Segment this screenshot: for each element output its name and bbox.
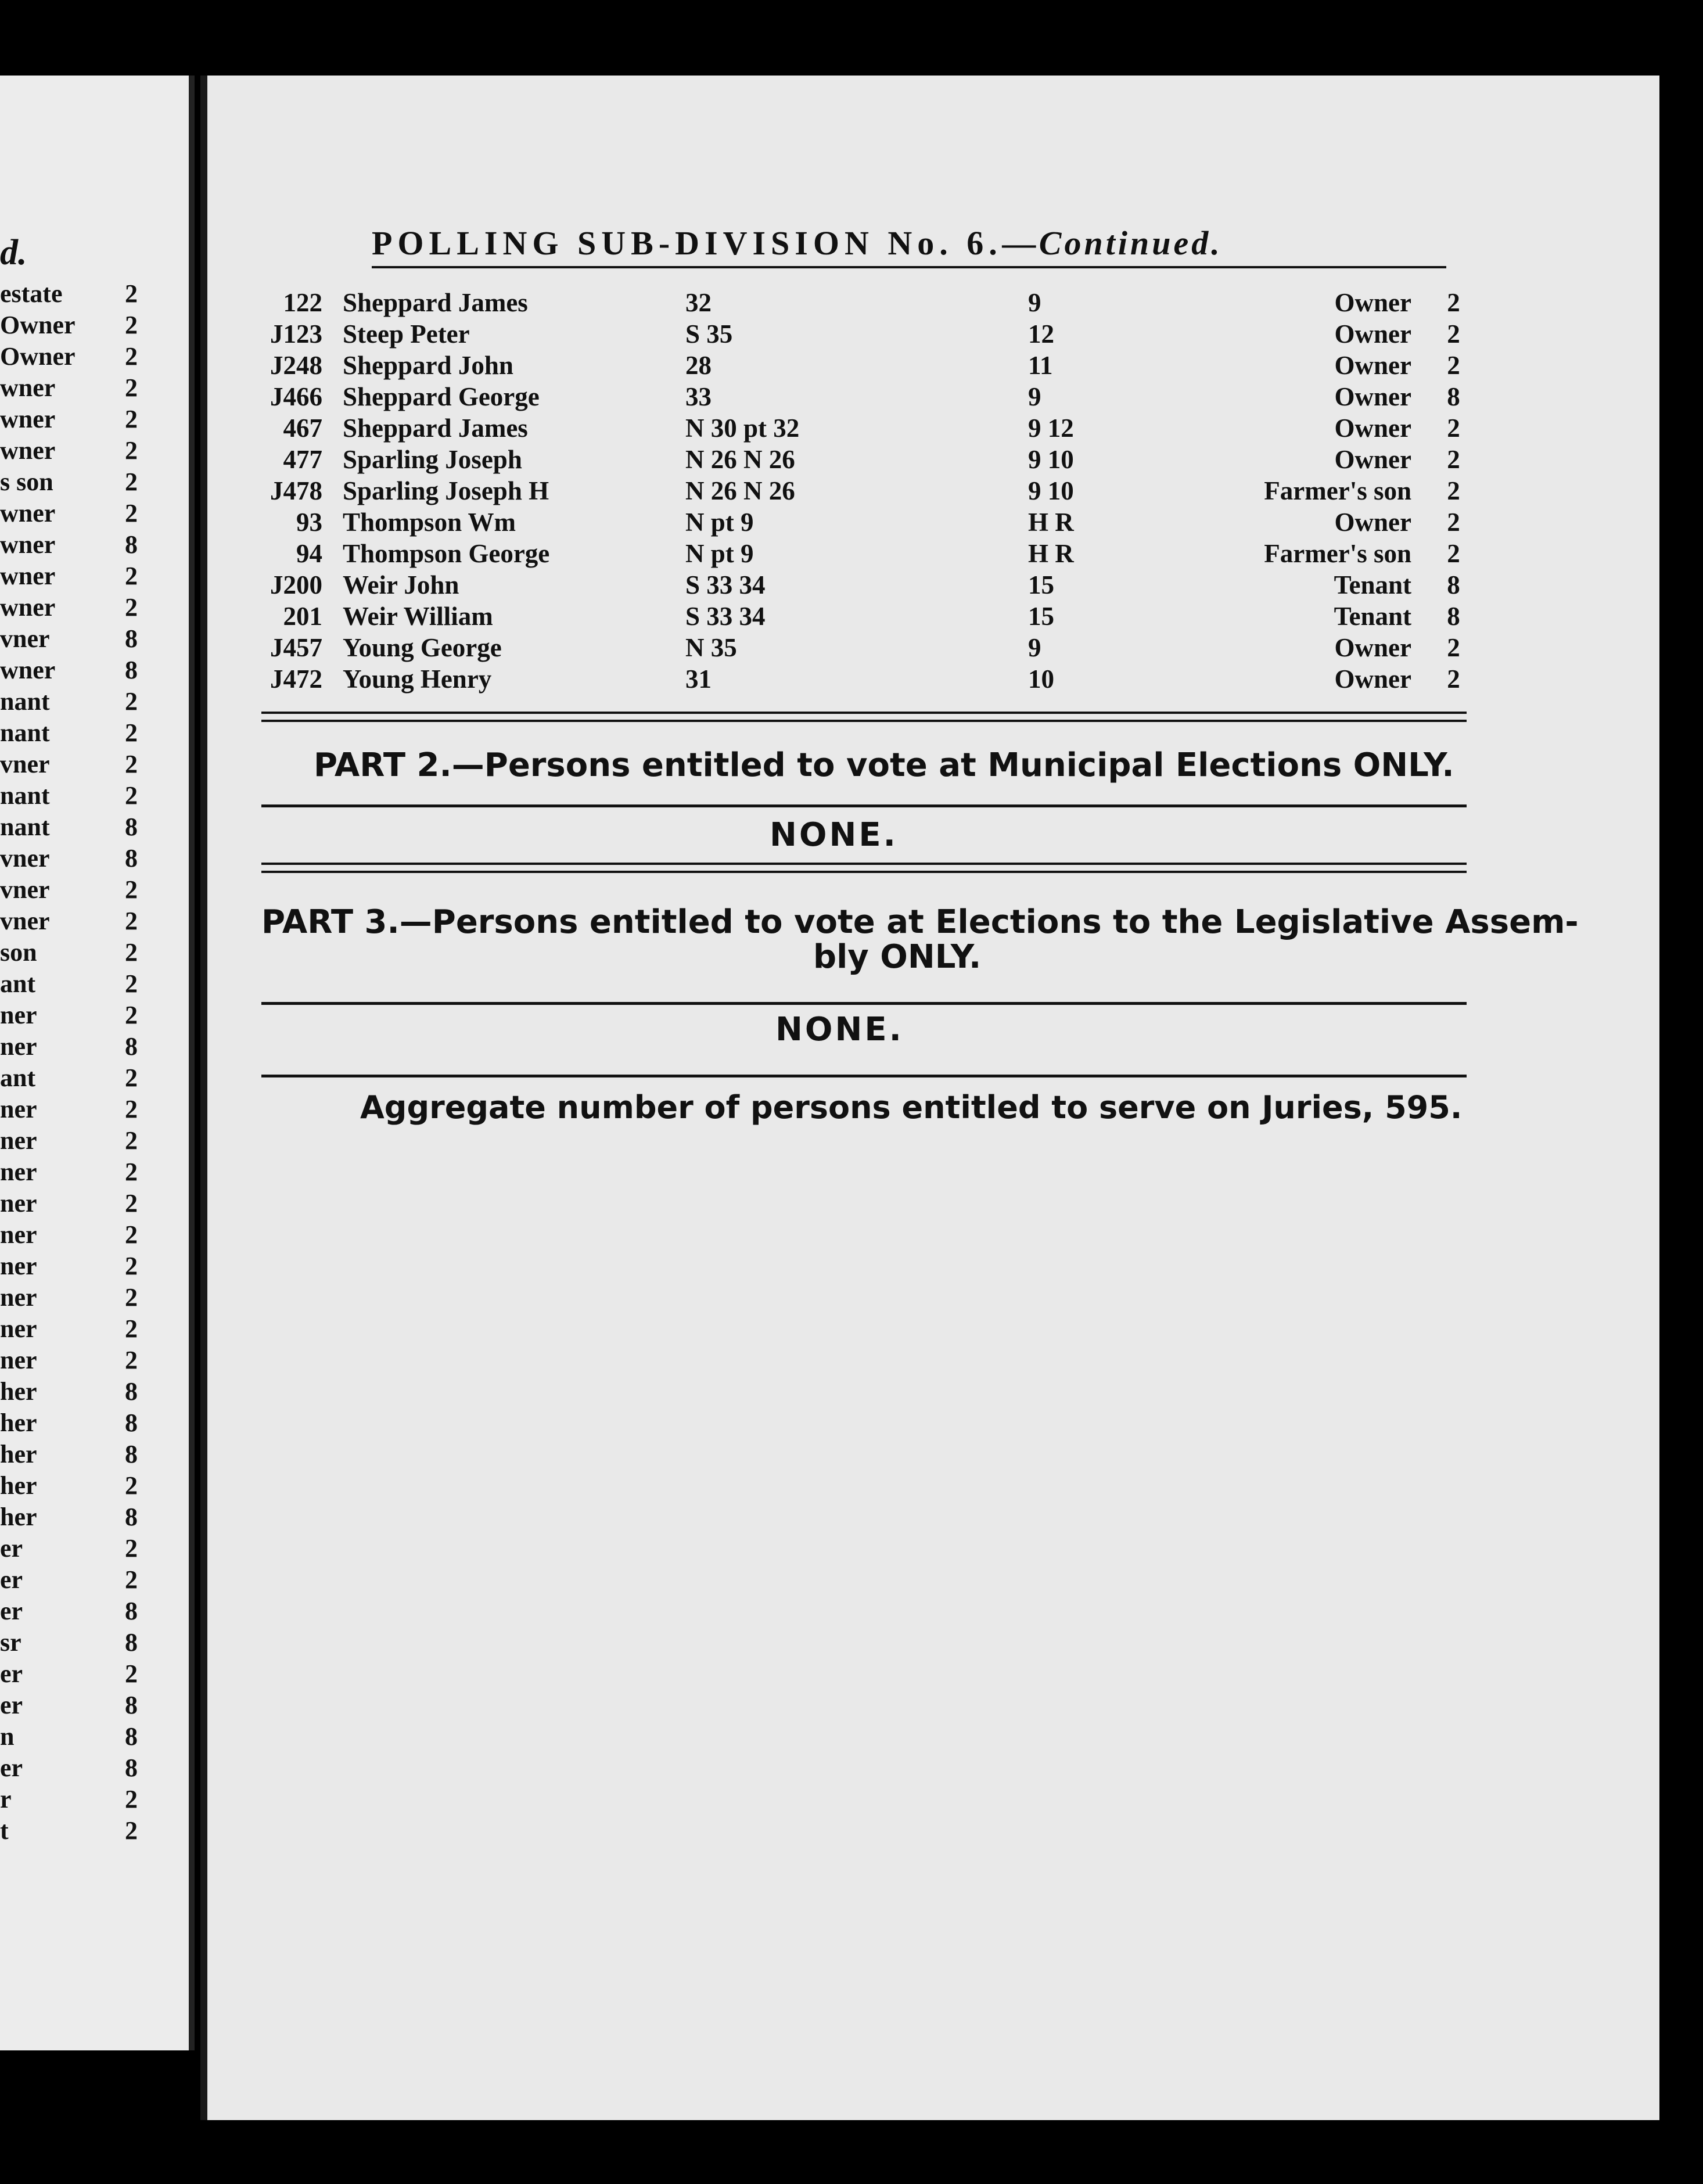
facing-page-votes: 2 (125, 1189, 138, 1217)
voter-name: Young Henry (343, 664, 492, 694)
facing-page-row (0, 1188, 163, 1220)
voter-votes: 8 (1447, 382, 1460, 411)
voter-concession: 10 (1028, 664, 1054, 694)
facing-page-status: ner (0, 1095, 37, 1123)
facing-page-row (0, 373, 163, 404)
heading-continued: —Continued. (1002, 224, 1223, 262)
part3-heading-line1: PART 3.—Persons entitled to vote at Elections to the Legislative Assem- (261, 903, 1579, 941)
facing-page-status: Owner (0, 311, 76, 339)
voter-status: Owner (1334, 633, 1411, 662)
voter-votes: 8 (1447, 602, 1460, 631)
facing-page-row (0, 1628, 163, 1659)
voters-list (232, 288, 1470, 695)
voter-name: Weir John (343, 570, 459, 599)
facing-page-row (0, 1032, 163, 1063)
facing-page-status: vner (0, 624, 50, 653)
voter-status: Owner (1334, 508, 1411, 537)
facing-page-votes: 8 (125, 1691, 138, 1719)
facing-page-row (0, 310, 163, 342)
facing-page-status: nant (0, 813, 50, 841)
facing-page-row (0, 561, 163, 592)
voter-status: Farmer's son (1264, 476, 1411, 505)
voter-name: Thompson George (343, 539, 550, 568)
voter-row (232, 444, 1470, 476)
facing-page-status: ner (0, 1158, 37, 1186)
facing-page-row (0, 279, 163, 310)
section-heading (372, 224, 1223, 263)
voter-row (232, 664, 1470, 695)
facing-page-status: er (0, 1659, 23, 1688)
facing-page-votes: 2 (125, 1252, 138, 1280)
facing-page-status: ant (0, 969, 36, 998)
voter-concession: 15 (1028, 570, 1054, 599)
facing-page-status: her (0, 1503, 37, 1531)
part3-rule (261, 1002, 1467, 1005)
facing-page-votes: 2 (125, 750, 138, 778)
heading-rule (372, 266, 1446, 268)
facing-page-votes: 8 (125, 1754, 138, 1782)
facing-page-votes: 8 (125, 1032, 138, 1061)
facing-page-row (0, 1408, 163, 1439)
aggregate-rule (261, 1075, 1467, 1077)
voter-votes: 2 (1447, 288, 1460, 317)
voter-status: Owner (1334, 414, 1411, 443)
facing-page-status: her (0, 1471, 37, 1500)
part3-heading-line2: bly ONLY. (813, 938, 982, 976)
facing-page-status: son (0, 938, 37, 967)
voter-number: J466 (270, 382, 322, 411)
facing-page-row (0, 1094, 163, 1126)
voter-lot: N 26 N 26 (685, 445, 795, 474)
facing-page-votes: 8 (125, 1722, 138, 1751)
voter-row (232, 570, 1470, 601)
facing-page-row (0, 624, 163, 655)
facing-page-votes: 2 (125, 1314, 138, 1343)
facing-page-votes: 8 (125, 1628, 138, 1657)
heading-title: POLLING SUB-DIVISION No. 6. (372, 224, 1003, 262)
facing-page-votes: 2 (125, 1064, 138, 1092)
facing-page-votes: 2 (125, 1346, 138, 1374)
facing-page-status: ner (0, 1346, 37, 1374)
facing-page-row (0, 1659, 163, 1690)
voter-row (232, 476, 1470, 507)
facing-page-row (0, 530, 163, 561)
voter-lot: S 33 34 (685, 602, 766, 631)
facing-page-votes: 2 (125, 373, 138, 402)
facing-page-status: er (0, 1534, 23, 1562)
voter-number: J472 (270, 664, 322, 694)
facing-page-votes: 8 (125, 1503, 138, 1531)
voter-votes: 2 (1447, 445, 1460, 474)
voter-concession: 9 (1028, 633, 1041, 662)
voter-row (232, 601, 1470, 633)
voter-lot: N 26 N 26 (685, 476, 795, 505)
facing-page-row (0, 1157, 163, 1188)
voter-status: Owner (1334, 382, 1411, 411)
voter-row (232, 413, 1470, 444)
facing-page-votes: 2 (125, 499, 138, 527)
facing-page-row (0, 1377, 163, 1408)
voter-status: Owner (1334, 351, 1411, 380)
facing-page-votes: 2 (125, 1816, 138, 1845)
voter-lot: N pt 9 (685, 539, 754, 568)
facing-page-status: er (0, 1754, 23, 1782)
voter-lot: N 30 pt 32 (685, 414, 800, 443)
facing-page-votes: 2 (125, 938, 138, 967)
voter-name: Sheppard James (343, 288, 528, 317)
facing-page-row (0, 1251, 163, 1283)
facing-page-row (0, 937, 163, 969)
facing-page-status: nant (0, 781, 50, 810)
facing-page-status: ner (0, 1252, 37, 1280)
facing-page-votes: 2 (125, 1534, 138, 1562)
voter-number: 122 (283, 288, 322, 317)
facing-page-row (0, 1314, 163, 1345)
facing-page-votes: 2 (125, 1220, 138, 1249)
voter-votes: 2 (1447, 319, 1460, 349)
facing-page-votes: 2 (125, 562, 138, 590)
voter-votes: 8 (1447, 570, 1460, 599)
part2-rule (261, 804, 1467, 807)
facing-page-row (0, 843, 163, 875)
voter-lot: 31 (685, 664, 712, 694)
facing-page-status: nant (0, 687, 50, 716)
facing-page-row (0, 687, 163, 718)
facing-page-row (0, 1722, 163, 1753)
facing-page-status: er (0, 1565, 23, 1594)
voter-status: Owner (1334, 664, 1411, 694)
voter-votes: 2 (1447, 414, 1460, 443)
facing-page-votes: 2 (125, 781, 138, 810)
part3-none: NONE. (775, 1011, 904, 1048)
voter-name: Sheppard James (343, 414, 528, 443)
facing-page-row (0, 342, 163, 373)
voter-concession: 9 10 (1028, 445, 1074, 474)
voter-votes: 2 (1447, 508, 1460, 537)
voter-number: J123 (270, 319, 322, 349)
voter-name: Sheppard John (343, 351, 513, 380)
facing-page-row (0, 1063, 163, 1094)
voter-number: J200 (270, 570, 322, 599)
facing-page-row (0, 1816, 163, 1847)
facing-page-votes: 2 (125, 907, 138, 935)
voter-name: Sparling Joseph (343, 445, 522, 474)
facing-page-status: vner (0, 907, 50, 935)
voter-name: Sheppard George (343, 382, 540, 411)
facing-page-votes: 2 (125, 1471, 138, 1500)
voter-concession: H R (1028, 539, 1074, 568)
facing-page-votes: 2 (125, 1565, 138, 1594)
facing-page-votes: 2 (125, 969, 138, 998)
facing-page-row (0, 498, 163, 530)
facing-page-status: wner (0, 373, 56, 402)
facing-page-votes: 2 (125, 1158, 138, 1186)
facing-page-votes: 8 (125, 844, 138, 872)
facing-page-votes: 2 (125, 311, 138, 339)
facing-page (0, 76, 195, 2050)
facing-page-row (0, 781, 163, 812)
facing-page-votes: 2 (125, 405, 138, 433)
voter-number: 467 (283, 414, 322, 443)
facing-page-status: vner (0, 875, 50, 904)
facing-page-status: ner (0, 1126, 37, 1155)
voter-votes: 2 (1447, 633, 1460, 662)
voter-status: Owner (1334, 319, 1411, 349)
voter-number: 477 (283, 445, 322, 474)
facing-page-status: vner (0, 844, 50, 872)
facing-page-votes: 2 (125, 1659, 138, 1688)
facing-page-row (0, 1596, 163, 1628)
voter-lot: 33 (685, 382, 712, 411)
voter-number: J457 (270, 633, 322, 662)
voter-votes: 2 (1447, 351, 1460, 380)
facing-page-votes: 8 (125, 1377, 138, 1406)
voter-row (232, 507, 1470, 538)
facing-page-votes: 8 (125, 656, 138, 684)
facing-page-votes: 8 (125, 813, 138, 841)
voter-votes: 2 (1447, 664, 1460, 694)
voter-name: Young George (343, 633, 502, 662)
voter-concession: H R (1028, 508, 1074, 537)
facing-page-votes: 2 (125, 687, 138, 716)
voter-concession: 15 (1028, 602, 1054, 631)
facing-page-status: ner (0, 1001, 37, 1029)
facing-page-votes: 2 (125, 1001, 138, 1029)
facing-page-row (0, 592, 163, 624)
facing-page-status: estate (0, 279, 63, 308)
facing-page-status: wner (0, 530, 56, 559)
facing-page-status: s son (0, 468, 53, 496)
facing-page-status: nant (0, 719, 50, 747)
part2-double-rule (261, 863, 1467, 865)
voter-row (232, 350, 1470, 382)
facing-page-status: her (0, 1377, 37, 1406)
voter-row (232, 319, 1470, 350)
facing-page-votes: 2 (125, 1785, 138, 1813)
voter-lot: 28 (685, 351, 712, 380)
facing-page-status: Owner (0, 342, 76, 371)
voter-row (232, 288, 1470, 319)
voter-concession: 11 (1028, 351, 1053, 380)
voter-number: J478 (270, 476, 322, 505)
facing-page-row (0, 655, 163, 687)
facing-page-votes: 2 (125, 436, 138, 465)
facing-page-status: er (0, 1597, 23, 1625)
voter-row (232, 633, 1470, 664)
facing-page-row (0, 1690, 163, 1722)
voter-row (232, 382, 1470, 413)
part2-heading: PART 2.—Persons entitled to vote at Municipal Elections ONLY. (314, 746, 1454, 784)
facing-page-status: her (0, 1409, 37, 1437)
voter-lot: 32 (685, 288, 712, 317)
facing-page-row (0, 1439, 163, 1471)
facing-page-status: wner (0, 562, 56, 590)
voter-concession: 9 (1028, 382, 1041, 411)
voter-number: J248 (270, 351, 322, 380)
facing-page-row (0, 718, 163, 749)
facing-page-status: ner (0, 1314, 37, 1343)
voter-name: Weir William (343, 602, 493, 631)
facing-page-votes: 2 (125, 1126, 138, 1155)
facing-page-row (0, 1565, 163, 1596)
facing-page-row (0, 1471, 163, 1502)
voter-lot: N pt 9 (685, 508, 754, 537)
facing-page-row (0, 749, 163, 781)
facing-page-votes: 2 (125, 1095, 138, 1123)
voter-status: Farmer's son (1264, 539, 1411, 568)
facing-page-votes: 8 (125, 530, 138, 559)
voter-concession: 12 (1028, 319, 1054, 349)
facing-page-status: wner (0, 593, 56, 622)
facing-page-row (0, 436, 163, 467)
facing-page-votes: 2 (125, 468, 138, 496)
facing-page-row (0, 1502, 163, 1533)
voter-status: Tenant (1334, 570, 1411, 599)
voter-number: 94 (296, 539, 322, 568)
facing-page-status: sr (0, 1628, 21, 1657)
facing-page-status: wner (0, 499, 56, 527)
facing-page-votes: 8 (125, 1440, 138, 1468)
facing-page-status: n (0, 1722, 15, 1751)
facing-page-votes: 2 (125, 1283, 138, 1312)
facing-page-votes: 2 (125, 719, 138, 747)
voter-lot: S 33 34 (685, 570, 766, 599)
facing-page-row (0, 1126, 163, 1157)
facing-page-row (0, 1220, 163, 1251)
facing-page-header: d. (0, 233, 27, 272)
part2-none: NONE. (770, 816, 898, 854)
facing-page-row (0, 467, 163, 498)
voter-status: Tenant (1334, 602, 1411, 631)
facing-page-votes: 8 (125, 1409, 138, 1437)
facing-page-status: ner (0, 1220, 37, 1249)
facing-page-status: ner (0, 1189, 37, 1217)
voter-lot: S 35 (685, 319, 733, 349)
facing-page-row (0, 1283, 163, 1314)
voter-number: 93 (296, 508, 322, 537)
voter-concession: 9 10 (1028, 476, 1074, 505)
facing-page-status: her (0, 1440, 37, 1468)
facing-page-row (0, 404, 163, 436)
voter-votes: 2 (1447, 539, 1460, 568)
voter-status: Owner (1334, 288, 1411, 317)
voter-votes: 2 (1447, 476, 1460, 505)
facing-page-status: t (0, 1816, 9, 1845)
aggregate-jurors: Aggregate number of persons entitled to serve on Juries, 595. (360, 1089, 1463, 1126)
facing-page-list (0, 279, 163, 1847)
voter-status: Owner (1334, 445, 1411, 474)
voter-name: Steep Peter (343, 319, 470, 349)
facing-page-status: wner (0, 405, 56, 433)
voter-lot: N 35 (685, 633, 737, 662)
facing-page-votes: 2 (125, 593, 138, 622)
facing-page-status: ner (0, 1032, 37, 1061)
facing-page-status: ner (0, 1283, 37, 1312)
voter-row (232, 538, 1470, 570)
voter-number: 201 (283, 602, 322, 631)
facing-page-votes: 8 (125, 624, 138, 653)
facing-page-row (0, 1533, 163, 1565)
voter-name: Thompson Wm (343, 508, 516, 537)
facing-page-votes: 2 (125, 279, 138, 308)
facing-page-row (0, 875, 163, 906)
facing-page-status: wner (0, 436, 56, 465)
facing-page-row (0, 906, 163, 937)
facing-page-votes: 2 (125, 875, 138, 904)
facing-page-votes: 8 (125, 1597, 138, 1625)
facing-page-status: r (0, 1785, 12, 1813)
facing-page-status: ant (0, 1064, 36, 1092)
facing-page-row (0, 1784, 163, 1816)
facing-page-votes: 2 (125, 342, 138, 371)
facing-page-row (0, 1000, 163, 1032)
voter-name: Sparling Joseph H (343, 476, 549, 505)
section-rule (261, 712, 1467, 714)
facing-page-row (0, 812, 163, 843)
facing-page-status: vner (0, 750, 50, 778)
voter-concession: 9 (1028, 288, 1041, 317)
facing-page-row (0, 969, 163, 1000)
facing-page-row (0, 1753, 163, 1784)
facing-page-row (0, 1345, 163, 1377)
voter-concession: 9 12 (1028, 414, 1074, 443)
facing-page-status: wner (0, 656, 56, 684)
facing-page-status: er (0, 1691, 23, 1719)
